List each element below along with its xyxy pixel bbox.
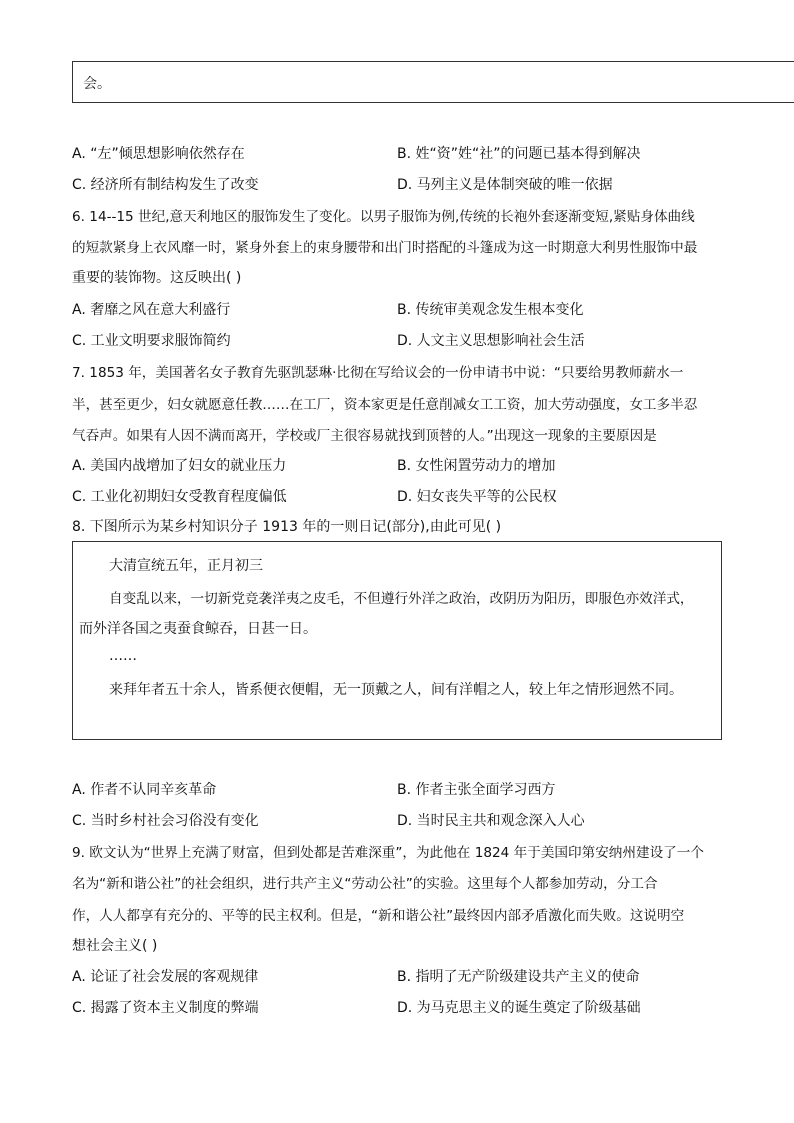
- q5-option-b: B. 姓“资”姓“社”的问题已基本得到解决: [397, 146, 641, 162]
- q9-option-d: D. 为马克思主义的诞生奠定了阶级基础: [397, 1000, 641, 1016]
- diary-date: 大清宣统五年，正月初三: [109, 558, 263, 574]
- q7-option-b: B. 女性闲置劳动力的增加: [397, 458, 556, 474]
- q6-option-c: C. 工业文明要求服饰简约: [72, 333, 231, 349]
- q9-stem-line-2: 名为“新和谐公社”的社会组织，进行共产主义“劳动公社”的实验。这里每个人都参加劳动，分工合: [72, 876, 658, 892]
- q9-stem-line-1: 9. 欧文认为“世界上充满了财富，但到处都是苦难深重”，为此他在 1824 年于美国印第安纳州建设了一个: [72, 845, 704, 861]
- q9-option-b: B. 指明了无产阶级建设共产主义的使命: [397, 969, 640, 985]
- q6-stem-line-2: 的短款紧身上衣风靡一时，紧身外套上的束身腰带和出门时搭配的斗篷成为这一时期意大利男性服饰中最: [72, 240, 698, 256]
- continuation-text: 会。: [83, 76, 111, 92]
- q6-option-a: A. 奢靡之风在意大利盛行: [72, 302, 231, 318]
- q7-option-a: A. 美国内战增加了妇女的就业压力: [72, 458, 287, 474]
- q8-option-a: A. 作者不认同辛亥革命: [72, 782, 217, 798]
- q7-option-c: C. 工业化初期妇女受教育程度偏低: [72, 489, 287, 505]
- diary-paragraph-1-line-1: 自变乱以来，一切新党竞袭洋夷之皮毛，不但遵行外洋之政治，改阴历为阳历，即服色亦效洋式，: [109, 591, 694, 607]
- diary-excerpt-box: [72, 541, 722, 740]
- q9-stem-line-3: 作，人人都享有充分的、平等的民主权利。但是，“新和谐公社”最终因内部矛盾激化而失败。这说明空: [72, 908, 685, 924]
- q8-option-c: C. 当时乡村社会习俗没有变化: [72, 813, 259, 829]
- q5-option-c: C. 经济所有制结构发生了改变: [72, 177, 259, 193]
- q8-option-d: D. 当时民主共和观念深入人心: [397, 813, 585, 829]
- q9-option-c: C. 揭露了资本主义制度的弊端: [72, 1000, 259, 1016]
- q7-stem-line-2: 半，甚至更少，妇女就愿意任教……在工厂，资本家更是任意削减女工工资，加大劳动强度，女工多半忍: [72, 397, 698, 413]
- q7-stem-line-1: 7. 1853 年，美国著名女子教育先驱凯瑟琳·比彻在写给议会的一份申请书中说：“只要给男教师薪水一: [72, 365, 684, 381]
- q6-option-d: D. 人文主义思想影响社会生活: [397, 333, 585, 349]
- q7-option-d: D. 妇女丧失平等的公民权: [397, 489, 557, 505]
- q9-stem-line-4: 想社会主义( ): [72, 938, 158, 954]
- q5-option-d: D. 马列主义是体制突破的唯一依据: [397, 177, 613, 193]
- q6-stem-line-1: 6. 14--15 世纪,意天利地区的服饰发生了变化。以男子服饰为例,传统的长袍外套逐渐变短,紧贴身体曲线: [72, 209, 695, 225]
- q9-option-a: A. 论证了社会发展的客观规律: [72, 969, 259, 985]
- q7-stem-line-3: 气吞声。如果有人因不满而离开，学校或厂主很容易就找到顶替的人。”出现这一现象的主要原因是: [72, 428, 657, 444]
- continuation-box: [72, 61, 794, 103]
- diary-ellipsis: ……: [109, 648, 137, 664]
- q8-option-b: B. 作者主张全面学习西方: [397, 782, 556, 798]
- q6-option-b: B. 传统审美观念发生根本变化: [397, 302, 584, 318]
- q8-stem: 8. 下图所示为某乡村知识分子 1913 年的一则日记(部分),由此可见( ): [72, 519, 502, 535]
- q5-option-a: A. “左”倾思想影响依然存在: [72, 146, 245, 162]
- diary-paragraph-2: 来拜年者五十余人，皆系便衣便帽，无一顶戴之人，间有洋帽之人，较上年之情形迥然不同。: [109, 682, 683, 698]
- diary-paragraph-1-line-2: 而外洋各国之夷蚕食鲸吞，日甚一日。: [79, 621, 317, 637]
- q6-stem-line-3: 重要的装饰物。这反映出( ): [72, 270, 242, 286]
